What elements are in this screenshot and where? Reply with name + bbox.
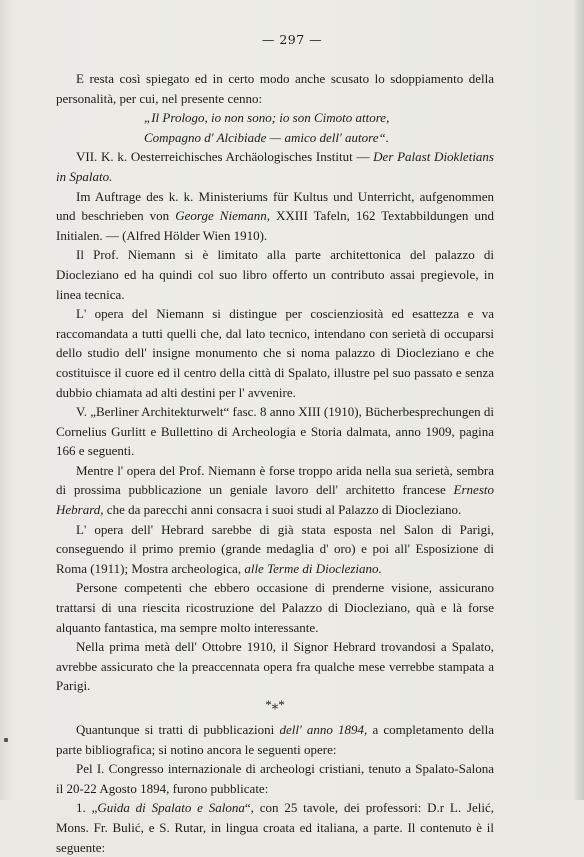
- paragraph-publication: Nella prima metà dell' Ottobre 1910, il Signor Hebrard trovandosi a Spalato, avrebbe assicurato che la preaccennata opera fra qualche mese verrebbe stampata a Parigi.: [56, 639, 494, 694]
- verse-line-1: „Il Prologo, io non sono; io son Cimoto attore,: [144, 110, 390, 126]
- margin-mark: [4, 738, 8, 742]
- paragraph-reconstruction: Persone competenti che ebbero occasione di prenderne visione, assicurano trattarsi di una riescita ricostruzione del Palazzo di Diocleziano, quà e là forse alquanto fantastica, ma sempre molto interessante.: [56, 580, 494, 635]
- paragraph-hebrard-work: [56, 461, 494, 520]
- paragraph-1894-works: [56, 720, 494, 759]
- verse-line-2: Compagno d' Alcibiade — amico dell' autore“.: [144, 129, 389, 145]
- section-v-reference: V. „Berliner Architekturwelt“ fasc. 8 anno XIII (1910), Bücherbesprechungen di Cornelius Gurlitt e Bullettino di Archeologia e Storia dalmata, anno 1909, pagina 166 e seguenti.: [56, 404, 494, 459]
- page-number: — 297 —: [261, 32, 323, 47]
- author-name: George Niemann,: [175, 208, 270, 224]
- guida-title: Guida di Spalato e Salona: [97, 800, 245, 816]
- works-year: dell' anno 1894,: [279, 722, 368, 737]
- hebrard-name: Ernesto Hebrard,: [56, 482, 494, 518]
- section-vii-title: Der Palast Diokletians in Spalato.: [56, 149, 494, 184]
- commission-details: XXIII Tafeln, 162 Textabbildungen und Initialen. — (Alfred Hölder Wien 1910).: [56, 208, 494, 243]
- paragraph-niemann-scope: Il Prof. Niemann si è limitato alla parte architettonica del palazzo di Diocleziano ed ha quindi col suo libro offerto un contributo assai pregievole, in linea tecnica.: [56, 247, 494, 302]
- paragraph-guida: [56, 798, 494, 857]
- guida-number: 1. „: [76, 800, 98, 816]
- verse-quote: [144, 108, 494, 147]
- paragraph-niemann-merit: L' opera del Niemann si distingue per coscienziosità ed esattezza e va raccomandata a tutti quelli che, dal lato tecnico, intendano con serietà di occuparsi dello studio dell' insigne monumento che si noma palazzo di Diocleziano e che costituisce il cuore ed il centro della città di Spalato, illustre pel suo passato e senza dubbio chiamata ad alti destini per l' avvenire.: [56, 306, 494, 400]
- paragraph-hebrard-exhibition: [56, 520, 494, 579]
- commission-text: Im Auftrage des k. k. Ministeriums für Kultus und Unterricht, aufgenommen und beschrieben von: [56, 188, 494, 224]
- works-text-pre: Quantunque si tratti di pubblicazioni: [76, 722, 280, 737]
- section-vii-lead: VII. K. k. Oesterreichisches Archäologisches Institut —: [76, 149, 374, 165]
- section-vii-heading: [56, 147, 494, 186]
- works-text-post: a completamento della parte bibliografica; si notino ancora le seguenti opere:: [56, 722, 494, 757]
- exhibition-title: alle Terme di Diocleziano.: [244, 560, 382, 576]
- guida-details: “, con 25 tavole, dei professori: D.r L. Jelić, Mons. Fr. Bulić, e S. Rutar, in lingua croata ed italiana, a parte. Il contenuto è il seguente:: [56, 800, 495, 855]
- hebrard-text-post: che da parecchi anni consacra i suoi studi al Palazzo di Diocleziano.: [103, 502, 462, 518]
- section-separator-asterism: *⁎*: [265, 697, 285, 712]
- page-edge-shadow: [574, 0, 584, 800]
- paragraph-congress: Pel I. Congresso internazionale di archeologi cristiani, tenuto a Spalato-Salona il 20-22 Agosto 1894, furono pubblicate:: [56, 761, 494, 796]
- paragraph-niemann-commission: [56, 187, 494, 246]
- body-text: [56, 69, 494, 857]
- exhibition-text: L' opera dell' Hebrard sarebbe di già stata esposta nel Salon di Parigi, conseguendo il primo premio (grande medaglia d' oro) e poi all' Esposizione di Roma (1911); Mostra archeologica,: [56, 521, 494, 576]
- paragraph-personality: E resta così spiegato ed in certo modo anche scusato lo sdoppiamento della personalità, per cui, nel presente cenno:: [56, 71, 494, 106]
- hebrard-text-pre: Mentre l' opera del Prof. Niemann è forse troppo arida nella sua serietà, sembra di prossima pubblicazione un geniale lavoro dell' architetto francese: [56, 462, 494, 498]
